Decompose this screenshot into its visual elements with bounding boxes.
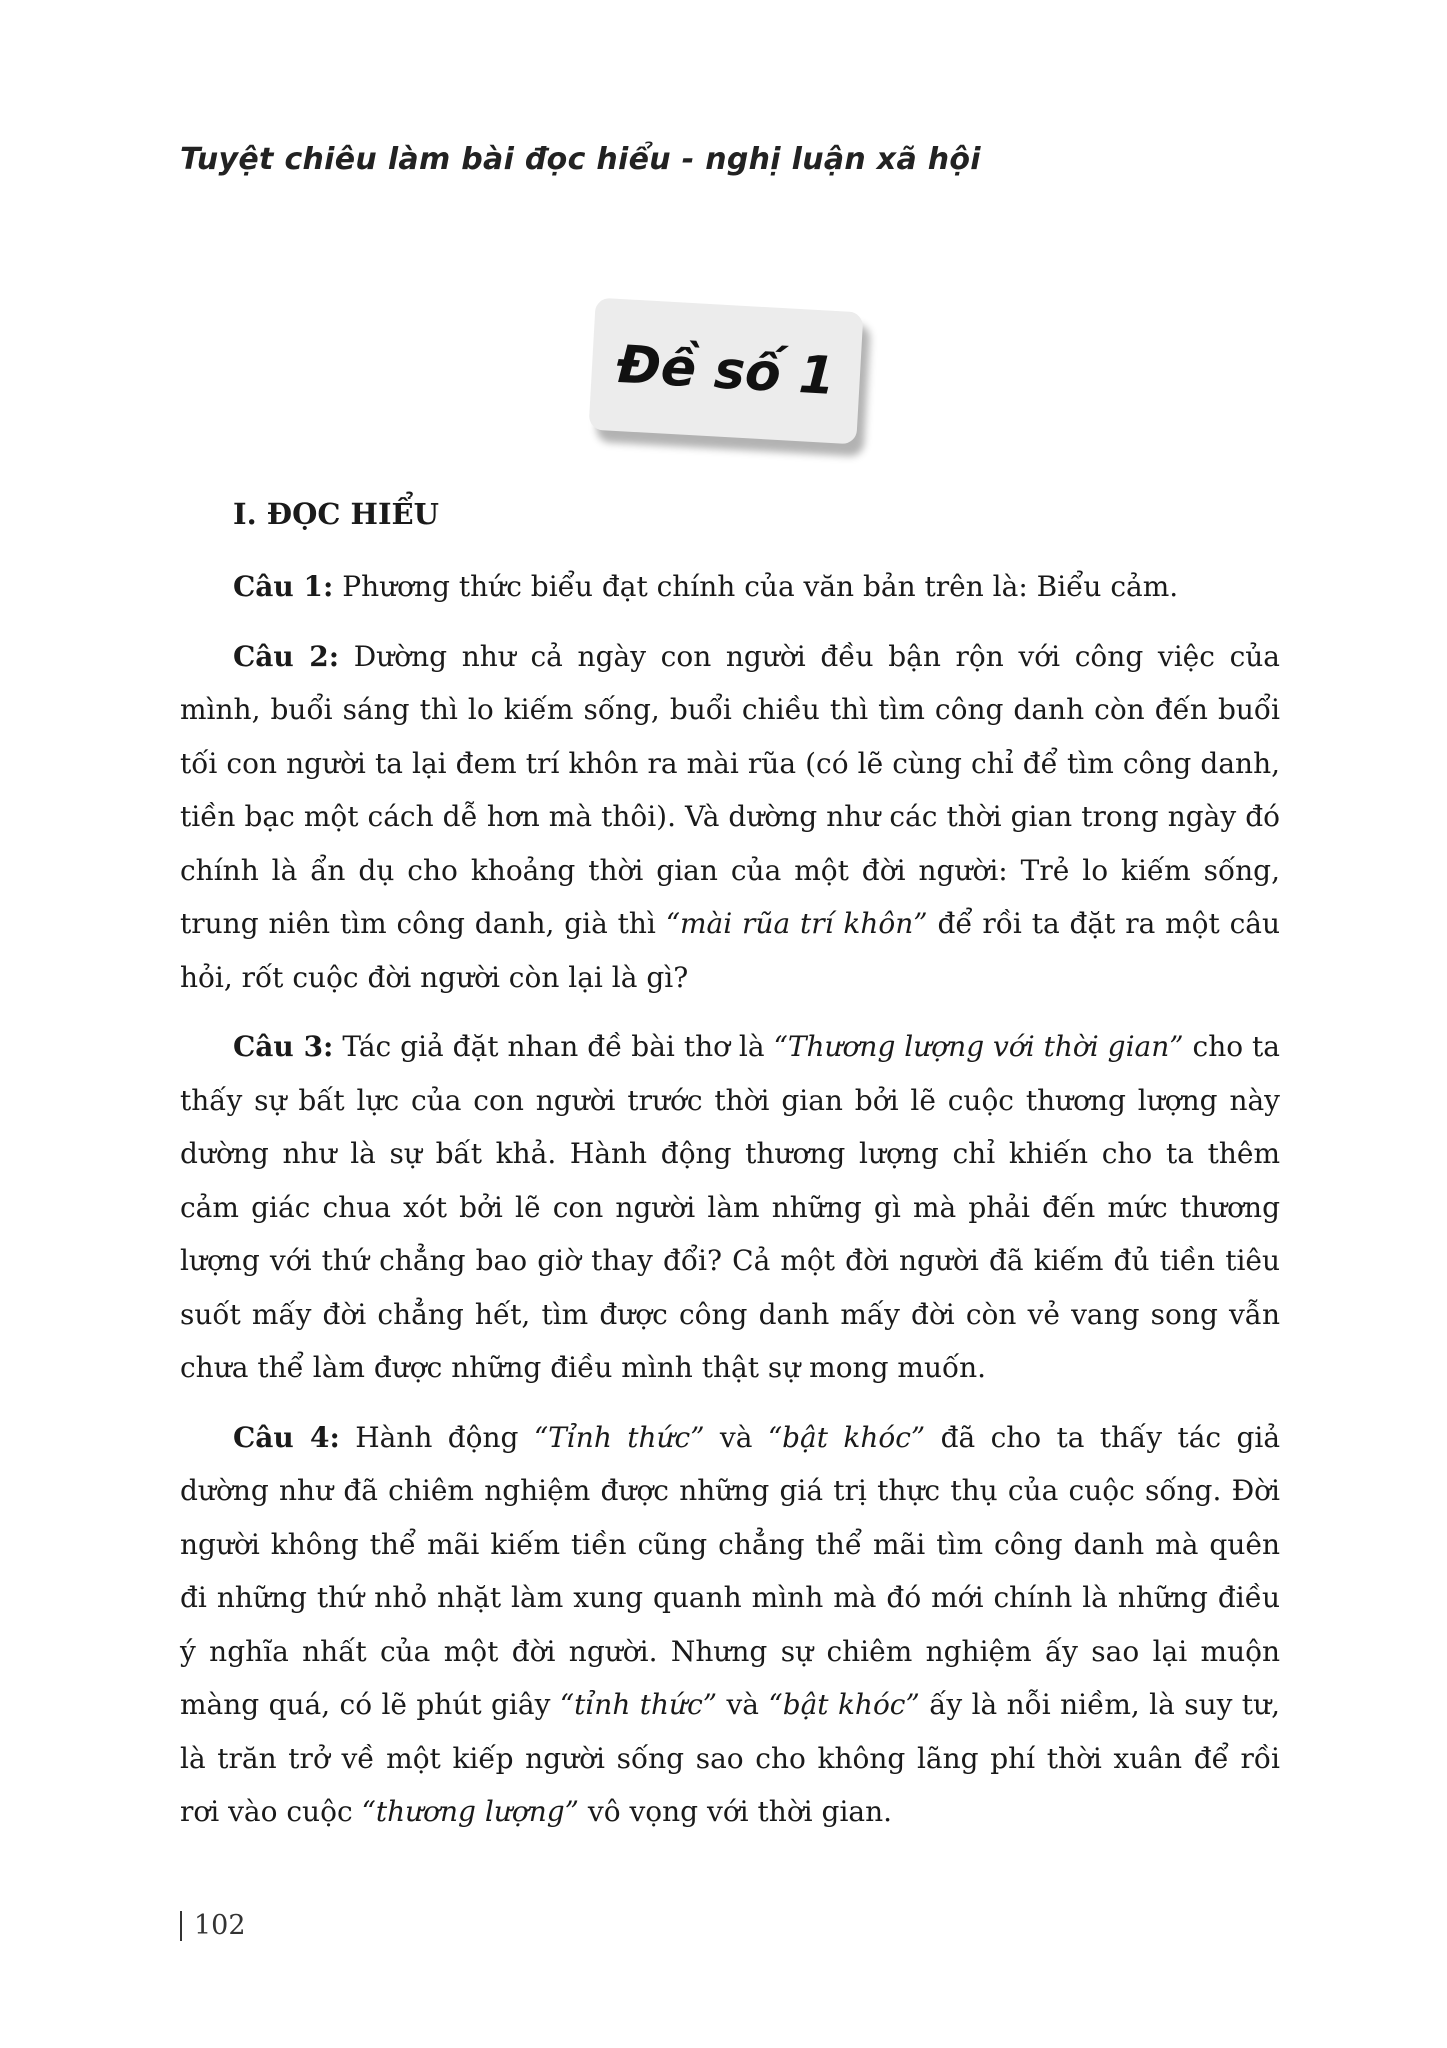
answer-text: cho ta thấy sự bất lực của con người trước thời gian bởi lẽ cuộc thương lượng này dường như là sự bất khả. Hành động thương lượng chỉ khiến cho ta thêm cảm giác chua xót bởi lẽ con người làm những gì mà phải đến mức thương lượng với thứ chẳng bao giờ thay đổi? Cả một đời người đã kiếm đủ tiền tiêu suốt mấy đời chẳng hết, tìm được công danh mấy đời còn vẻ vang song vẫn chưa thể làm được những điều mình thật sự mong muốn. [180,1030,1280,1384]
question-4 [180,1411,1280,1839]
quoted-phrase: “bật khóc” [767,1420,926,1454]
quoted-phrase: “Thương lượng với thời gian” [773,1030,1184,1063]
footer-divider [180,1911,182,1941]
quoted-phrase: “tỉnh thức” [559,1688,718,1721]
page-number: 102 [194,1910,246,1941]
question-label: Câu 1: [233,570,334,603]
title-card [589,298,864,445]
answer-text: và [717,1688,769,1721]
answer-text: đã cho ta thấy tác giả dường như đã chiêm nghiệm được những giá trị thực thụ của cuộc sống. Đời người không thể mãi kiếm tiền cũng chẳng thể mãi tìm công danh mà quên đi những thứ nhỏ nhặt làm xung quanh mình mà đó mới chính là những điều ý nghĩa nhất của một đời người. Nhưng sự chiêm nghiệm ấy sao lại muộn màng quá, có lẽ phút giây [180,1420,1281,1721]
answer-text: và [704,1420,768,1454]
answer-text: vô vọng với thời gian. [579,1795,893,1828]
question-label: Câu 4: [233,1420,340,1454]
answer-text: Phương thức biểu đạt chính của văn bản trên là: Biểu cảm. [333,570,1179,603]
question-2 [180,630,1280,1005]
question-1 [180,560,1280,614]
question-3 [180,1020,1280,1395]
answer-body [180,560,1280,1855]
quoted-phrase: “bật khóc” [768,1688,920,1721]
question-label: Câu 2: [233,639,340,673]
question-label: Câu 3: [233,1030,334,1063]
quoted-phrase: “Tỉnh thức” [533,1420,705,1454]
quoted-phrase: “mài rũa trí khôn” [665,907,928,940]
page-footer [180,1910,246,1941]
answer-text: để rồi ta đặt ra một câu hỏi, rốt cuộc đời người còn lại là gì? [180,907,1281,994]
answer-text: Tác giả đặt nhan đề bài thơ là [333,1030,774,1063]
running-header: Tuyệt chiêu làm bài đọc hiểu - nghị luận xã hội [180,142,981,177]
answer-text: Hành động [339,1420,534,1454]
answer-text: Dường như cả ngày con người đều bận rộn với công việc của mình, buổi sáng thì lo kiếm sống, buổi chiều thì tìm công danh còn đến buổi tối con người ta lại đem trí khôn ra mài rũa (có lẽ cùng chỉ để tìm công danh, tiền bạc một cách dễ hơn mà thôi). Và dường như các thời gian trong ngày đó chính là ẩn dụ cho khoảng thời gian của một đời người: Trẻ lo kiếm sống, trung niên tìm công danh, già thì [180,639,1280,940]
quoted-phrase: “thương lượng” [361,1795,579,1828]
section-heading: I. ĐỌC HIỂU [233,497,439,531]
title-card-text: Đề số 1 [615,334,837,408]
answer-text: ấy là nỗi niềm, là suy tư, là trăn trở về một kiếp người sống sao cho không lãng phí thời xuân để rồi rơi vào cuộc [180,1688,1280,1828]
